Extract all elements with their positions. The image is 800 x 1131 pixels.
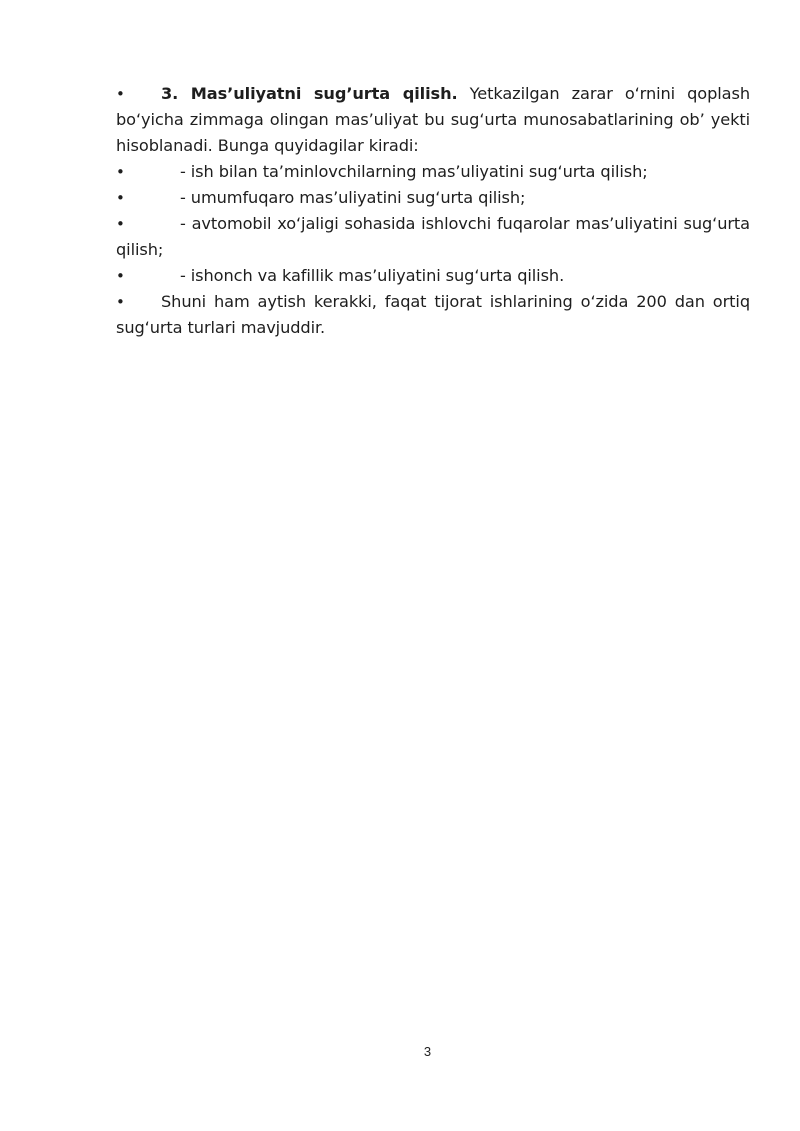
- list-item-fidelity-liability: [116, 263, 750, 289]
- list-item-employer-liability: [116, 159, 750, 185]
- list-item-text: - ishonch va kafillik mas’uliyatini sug‘urta qilish.: [180, 266, 565, 285]
- list-item-text: - avtomobil xo‘jaligi sohasida ishlovchi fuqarolar mas’uliyatini sug‘urta qilish;: [116, 214, 750, 259]
- list-item-civil-liability: [116, 185, 750, 211]
- bullet-marker: •: [116, 293, 125, 311]
- section-heading: 3. Mas’uliyatni sug’urta qilish.: [161, 84, 458, 103]
- list-item-motor-liability: [116, 211, 750, 263]
- bullet-marker: •: [116, 163, 125, 181]
- bullet-marker: •: [116, 215, 125, 233]
- paragraph-text: Yetkazilgan zarar o‘rnini qoplash bo‘yicha zimmaga olingan mas’uliyat bu sug‘urta munosabatlarining ob’ yekti hisoblanadi. Bunga quyidagilar kiradi:: [116, 84, 750, 155]
- paragraph-liability-insurance: [116, 81, 750, 159]
- paragraph-insurance-types: [116, 289, 750, 341]
- bullet-marker: •: [116, 85, 125, 103]
- page-number: 3: [423, 1044, 432, 1059]
- list-item-text: - umumfuqaro mas’uliyatini sug‘urta qilish;: [180, 188, 526, 207]
- bullet-marker: •: [116, 267, 125, 285]
- paragraph-text: Shuni ham aytish kerakki, faqat tijorat ishlarining o‘zida 200 dan ortiq sug‘urta turlari mavjuddir.: [116, 292, 750, 337]
- list-item-text: - ish bilan ta’minlovchilarning mas’uliyatini sug‘urta qilish;: [180, 162, 648, 181]
- bullet-marker: •: [116, 189, 125, 207]
- document-page: [116, 81, 750, 341]
